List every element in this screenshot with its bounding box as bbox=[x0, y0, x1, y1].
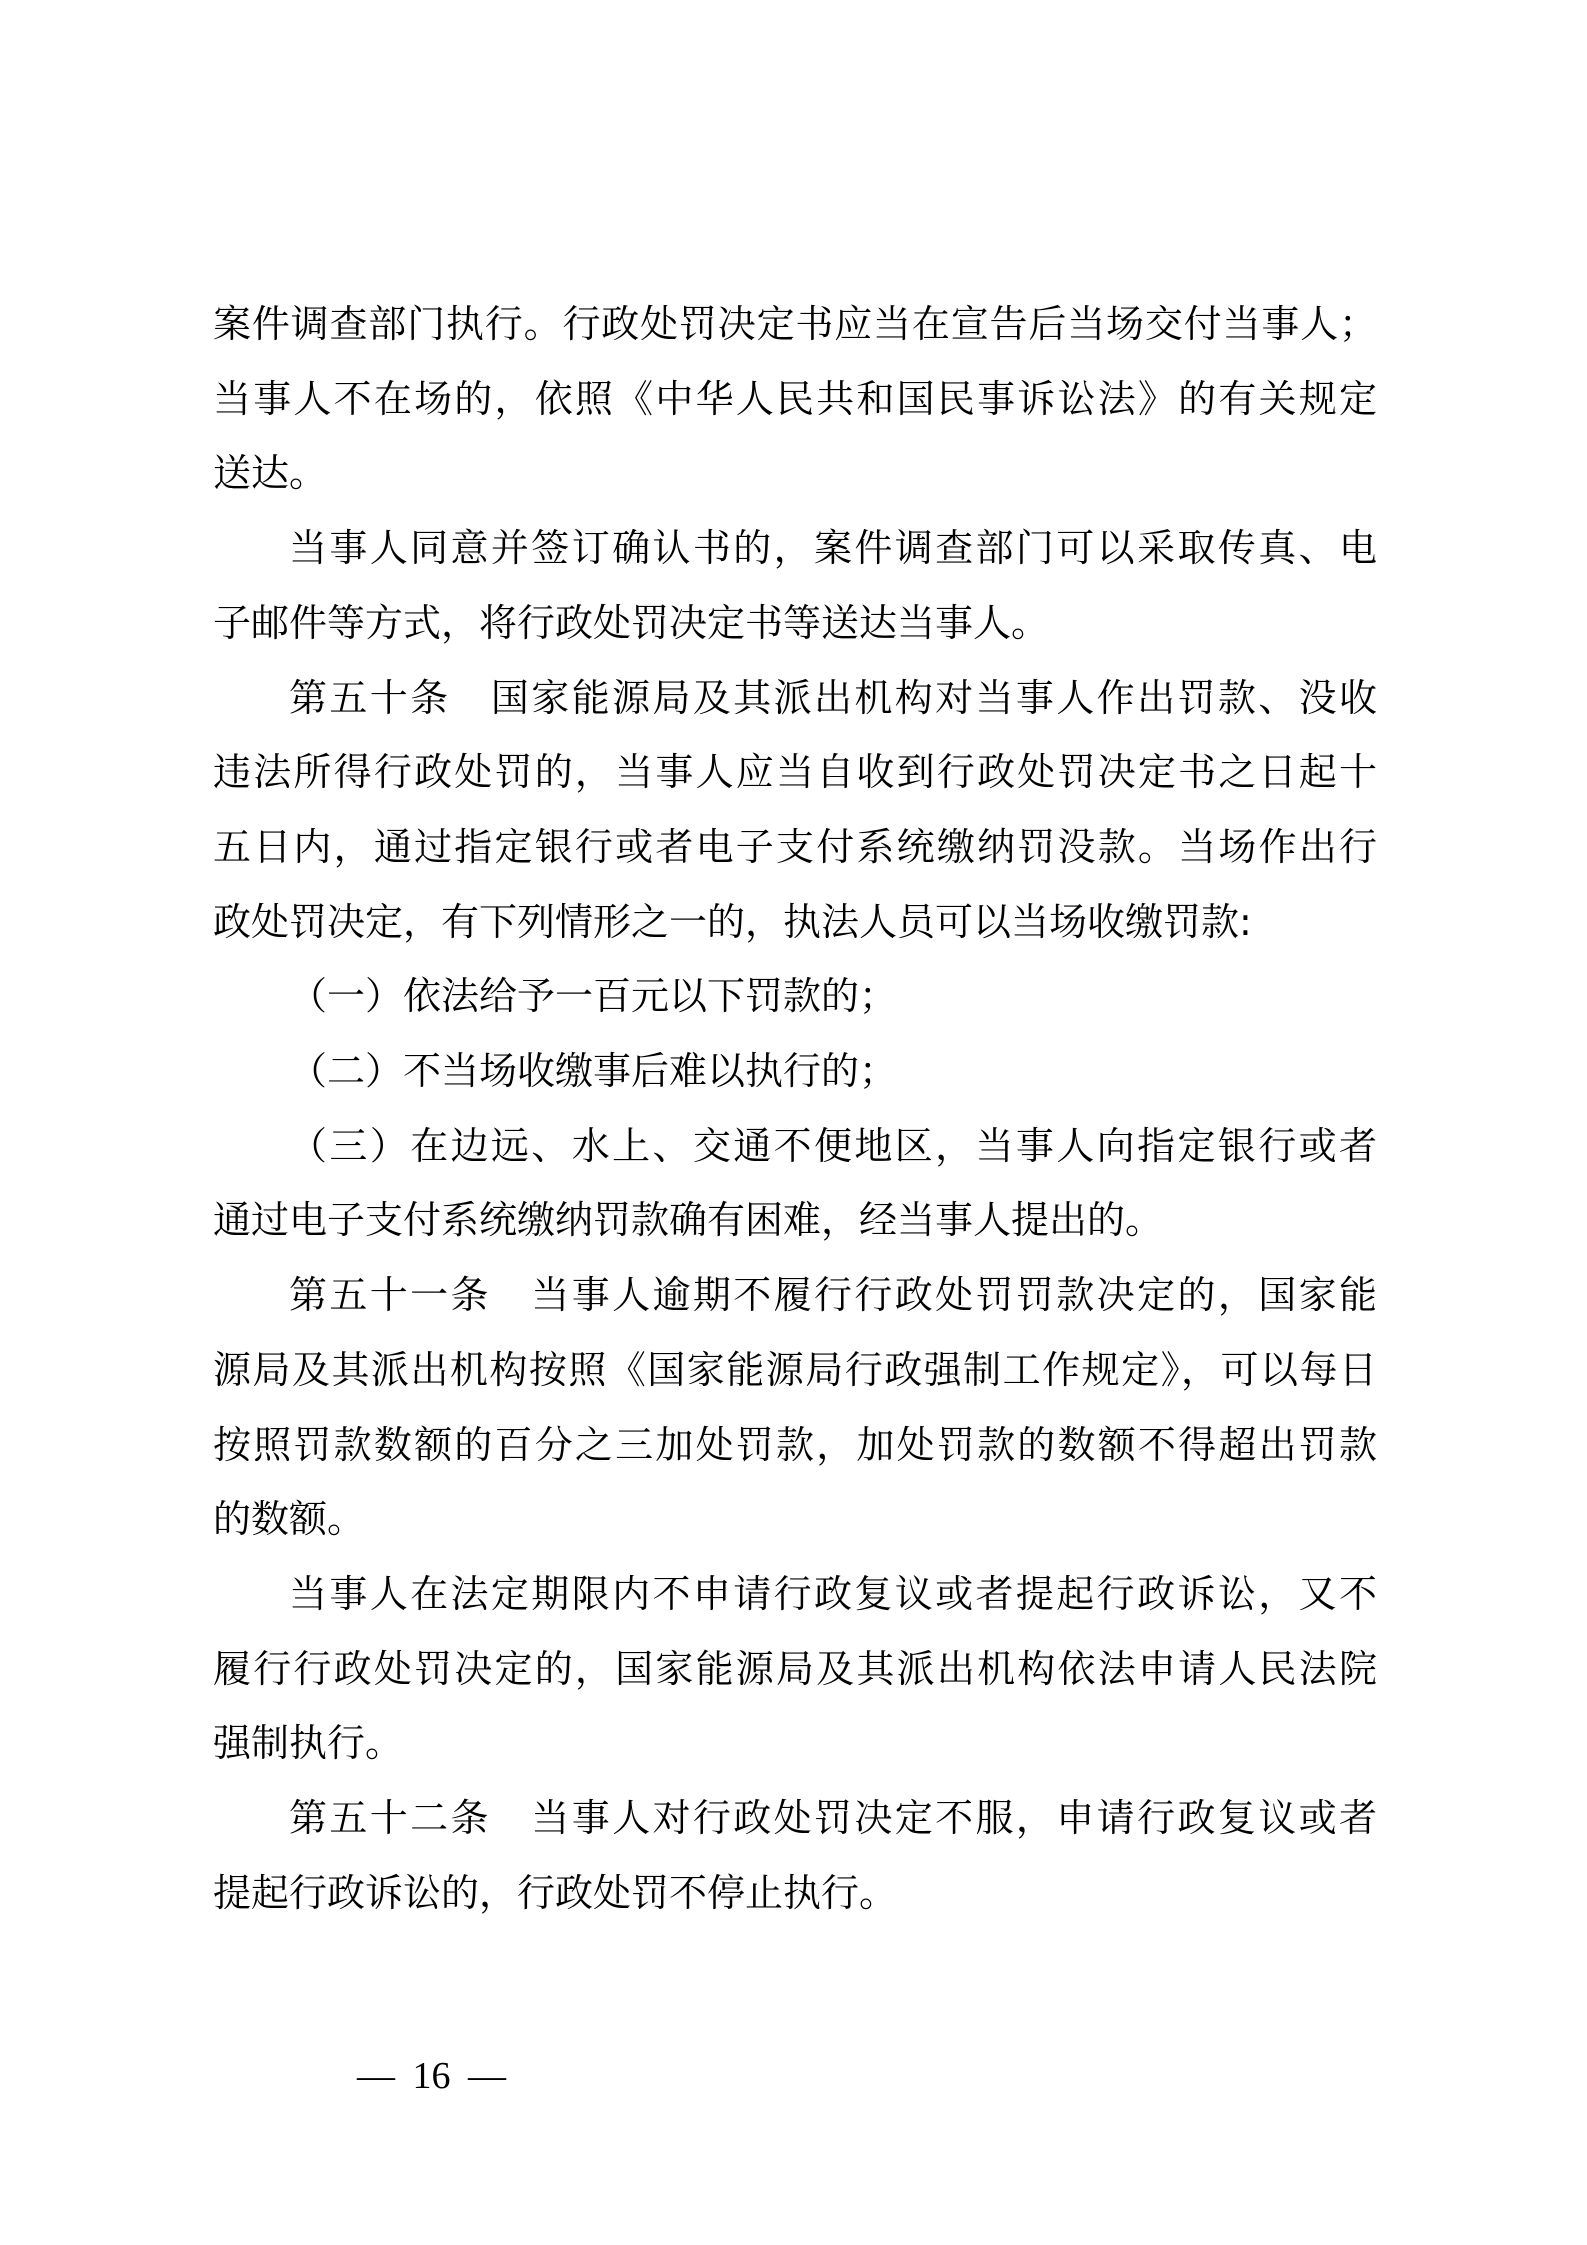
text-line: 五日内，通过指定银行或者电子支付系统缴纳罚没款。当场作出行 bbox=[213, 824, 1377, 869]
text-line: 第五十条 国家能源局及其派出机构对当事人作出罚款、没收 bbox=[289, 675, 1377, 720]
paragraph bbox=[213, 1781, 1377, 1930]
text-line: 通过电子支付系统缴纳罚款确有困难，经当事人提出的。 bbox=[213, 1198, 1164, 1243]
text-line: 履行行政处罚决定的，国家能源局及其派出机构依法申请人民法院 bbox=[213, 1646, 1377, 1691]
paragraph bbox=[213, 511, 1377, 660]
paragraph bbox=[213, 287, 1377, 511]
text-line: 违法所得行政处罚的，当事人应当自收到行政处罚决定书之日起十 bbox=[213, 750, 1377, 795]
text-line: 当事人在法定期限内不申请行政复议或者提起行政诉讼，又不 bbox=[289, 1571, 1377, 1616]
text-line: 的数额。 bbox=[213, 1497, 366, 1542]
text-line: 第五十二条 当事人对行政处罚决定不服，申请行政复议或者 bbox=[289, 1796, 1377, 1841]
paragraph bbox=[213, 1034, 1377, 1109]
text-line: 第五十一条 当事人逾期不履行行政处罚罚款决定的，国家能 bbox=[289, 1273, 1377, 1318]
text-line: （二）不当场收缴事后难以执行的； bbox=[289, 1049, 898, 1094]
paragraph bbox=[213, 661, 1377, 960]
paragraph bbox=[213, 1109, 1377, 1258]
document-body bbox=[213, 287, 1377, 1930]
paragraph bbox=[213, 1258, 1377, 1557]
text-line: 当事人同意并签订确认书的，案件调查部门可以采取传真、电 bbox=[289, 526, 1377, 571]
paragraph bbox=[213, 1557, 1377, 1781]
text-line: 子邮件等方式，将行政处罚决定书等送达当事人。 bbox=[213, 600, 1050, 645]
text-line: 源局及其派出机构按照《国家能源局行政强制工作规定》，可以每日 bbox=[213, 1347, 1377, 1392]
text-line: （一）依法给予一百元以下罚款的； bbox=[289, 974, 898, 1019]
text-line: 案件调查部门执行。行政处罚决定书应当在宣告后当场交付当事人； bbox=[213, 302, 1377, 346]
text-line: 提起行政诉讼的，行政处罚不停止执行。 bbox=[213, 1870, 898, 1915]
text-line: 强制执行。 bbox=[213, 1721, 404, 1766]
page-footer bbox=[287, 2008, 506, 2145]
page-number: — 16 — bbox=[357, 2054, 506, 2097]
text-line: （三）在边远、水上、交通不便地区，当事人向指定银行或者 bbox=[289, 1123, 1377, 1168]
paragraph bbox=[213, 959, 1377, 1034]
text-line: 按照罚款数额的百分之三加处罚款，加处罚款的数额不得超出罚款 bbox=[213, 1422, 1377, 1467]
text-line: 政处罚决定，有下列情形之一的，执法人员可以当场收缴罚款: bbox=[213, 899, 1252, 944]
text-line: 送达。 bbox=[213, 451, 328, 496]
text-line: 当事人不在场的，依照《中华人民共和国民事诉讼法》的有关规定 bbox=[213, 376, 1377, 421]
